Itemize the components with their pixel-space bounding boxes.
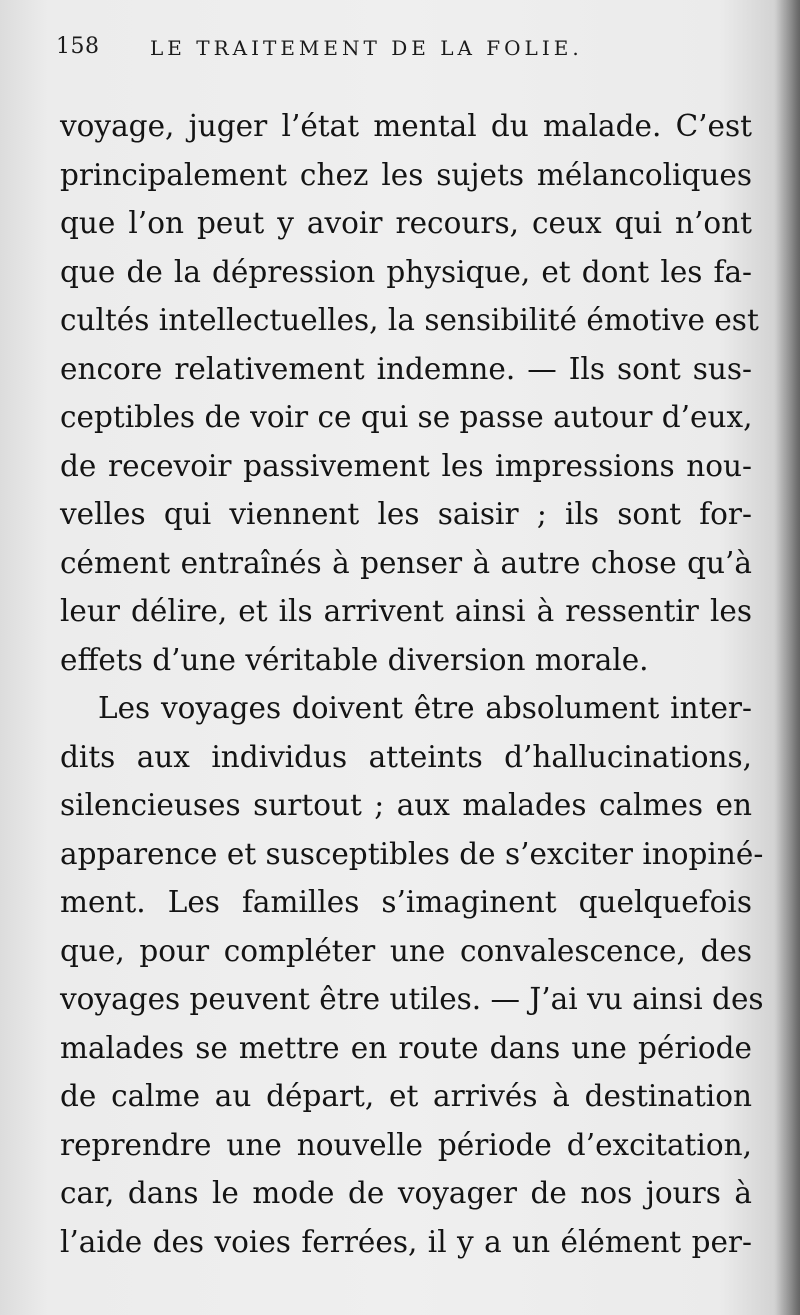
text-line: Les voyages doivent être absolument inter-: [98, 691, 752, 725]
text-line: encore relativement indemne. — Ils sont sus-: [60, 351, 752, 386]
text-line: effets d’une véritable diversion morale.: [60, 642, 649, 677]
text-line: de calme au départ, et arrivés à destination: [60, 1079, 752, 1113]
text-line: leur délire, et ils arrivent ainsi à ressentir les: [60, 594, 752, 628]
text-line: que l’on peut y avoir recours, ceux qui n’ont: [60, 206, 752, 240]
text-line: cément entraînés à penser à autre chose qu’à: [60, 545, 752, 580]
text-line: voyage, juger l’état mental du malade. C’est: [60, 109, 752, 143]
text-line: que, pour compléter une convalescence, des: [60, 933, 752, 968]
text-line: silencieuses surtout ; aux malades calmes en: [60, 788, 752, 822]
text-line: apparence et susceptibles de s’exciter inopiné-: [60, 836, 764, 871]
text-line: velles qui viennent les saisir ; ils sont for-: [60, 497, 752, 531]
text-line: de recevoir passivement les impressions nou-: [60, 448, 752, 483]
text-line: reprendre une nouvelle période d’excitation,: [60, 1127, 752, 1162]
page-number: 158: [56, 34, 100, 59]
text-line: l’aide des voies ferrées, il y a un élément per-: [60, 1224, 752, 1259]
text-line: principalement chez les sujets mélancoliques: [60, 157, 752, 192]
text-line: car, dans le mode de voyager de nos jours à: [60, 1176, 752, 1210]
paragraph-2: [60, 684, 764, 1266]
text-line: dits aux individus atteints d’hallucinations,: [60, 739, 752, 774]
body-text: [60, 102, 764, 1266]
text-line: ment. Les familles s’imaginent quelquefois: [60, 885, 752, 919]
text-line: malades se mettre en route dans une période: [60, 1030, 752, 1065]
text-line: que de la dépression physique, et dont les fa-: [60, 254, 752, 289]
paragraph-1: [60, 102, 759, 684]
text-line: cultés intellectuelles, la sensibilité émotive est: [60, 303, 759, 337]
page-header: [56, 34, 756, 74]
binding-shadow: [774, 0, 800, 1315]
text-line: ceptibles de voir ce qui se passe autour d’eux,: [60, 400, 753, 434]
text-line: voyages peuvent être utiles. — J’ai vu ainsi des: [60, 982, 764, 1016]
running-title: LE TRAITEMENT DE LA FOLIE.: [150, 36, 583, 60]
